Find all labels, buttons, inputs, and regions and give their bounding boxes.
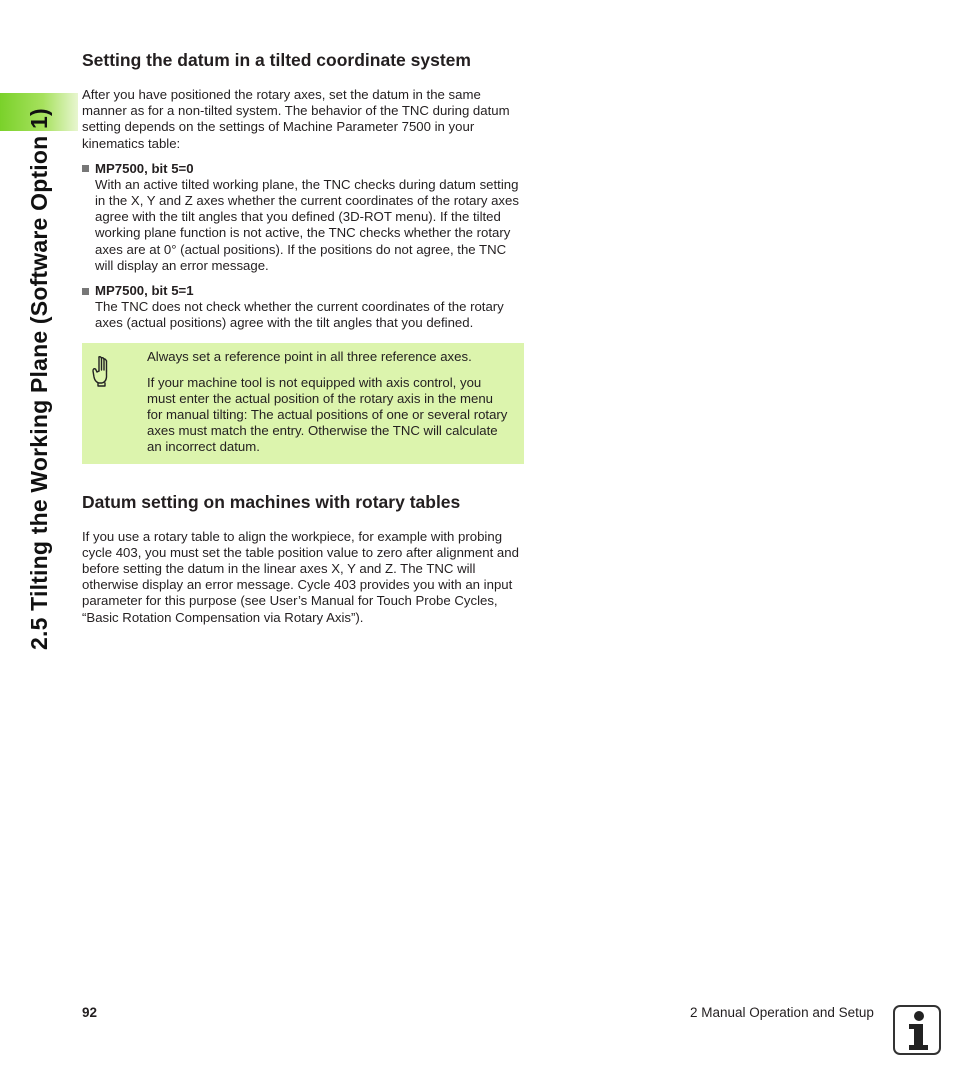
note-box bbox=[82, 343, 524, 463]
section-heading-rotary-tables: Datum setting on machines with rotary tables bbox=[82, 491, 461, 512]
note-text-axis-control: If your machine tool is not equipped with axis control, you must enter the actual position of the rotary axis in the menu for manual tilting: The actual positions of one or several rotary axes must match the entry. Otherwise the TNC will calculate an incorrect datum. bbox=[147, 374, 508, 455]
rotary-table-paragraph: If you use a rotary table to align the workpiece, for example with probing cycle 403, you must set the table position value to zero after alignment and before setting the datum in the linear axes X, Y and Z. The TNC will otherwise display an error message. Cycle 403 provides you with an input parameter for this purpose (see User’s Manual for Touch Probe Cycles, “Basic Rotation Compensation via Rotary Axis”). bbox=[82, 528, 519, 625]
bullet-item bbox=[82, 283, 524, 331]
bullet-title: MP7500, bit 5=1 bbox=[95, 283, 194, 299]
bullet-square-icon bbox=[82, 165, 89, 172]
bullet-square-icon bbox=[82, 288, 89, 295]
bullet-text: With an active tilted working plane, the TNC checks during datum setting in the X, Y and Z axes whether the current coordinates of the rotary axes agree with the tilt angles that you defined (3D-ROT menu). If the tilted working plane function is not active, the TNC checks whether the rotary axes are at 0° (actual positions). If the positions do not agree, the TNC will display an error message. bbox=[95, 176, 519, 273]
intro-paragraph: After you have positioned the rotary axes, set the datum in the same manner as for a non-tilted system. The behavior of the TNC during datum setting depends on the settings of Machine Parameter 7500 in your kinematics table: bbox=[82, 87, 510, 151]
footer-chapter-title: 2 Manual Operation and Setup bbox=[690, 1005, 874, 1020]
side-chapter-title: 2.5 Tilting the Working Plane (Software Option 1) bbox=[26, 108, 52, 650]
main-content bbox=[82, 50, 524, 626]
info-icon bbox=[893, 1005, 941, 1055]
hand-pointing-icon bbox=[90, 355, 114, 387]
bullet-text: The TNC does not check whether the current coordinates of the rotary axes (actual positions) agree with the tilt angles that you defined. bbox=[95, 299, 504, 331]
page-number: 92 bbox=[82, 1005, 98, 1020]
info-glyph bbox=[895, 1007, 939, 1053]
note-text-reference-axes: Always set a reference point in all three reference axes. bbox=[147, 349, 472, 365]
bullet-title: MP7500, bit 5=0 bbox=[95, 160, 194, 176]
section-heading-tilted-datum: Setting the datum in a tilted coordinate system bbox=[82, 50, 471, 70]
bullet-item bbox=[82, 161, 524, 274]
